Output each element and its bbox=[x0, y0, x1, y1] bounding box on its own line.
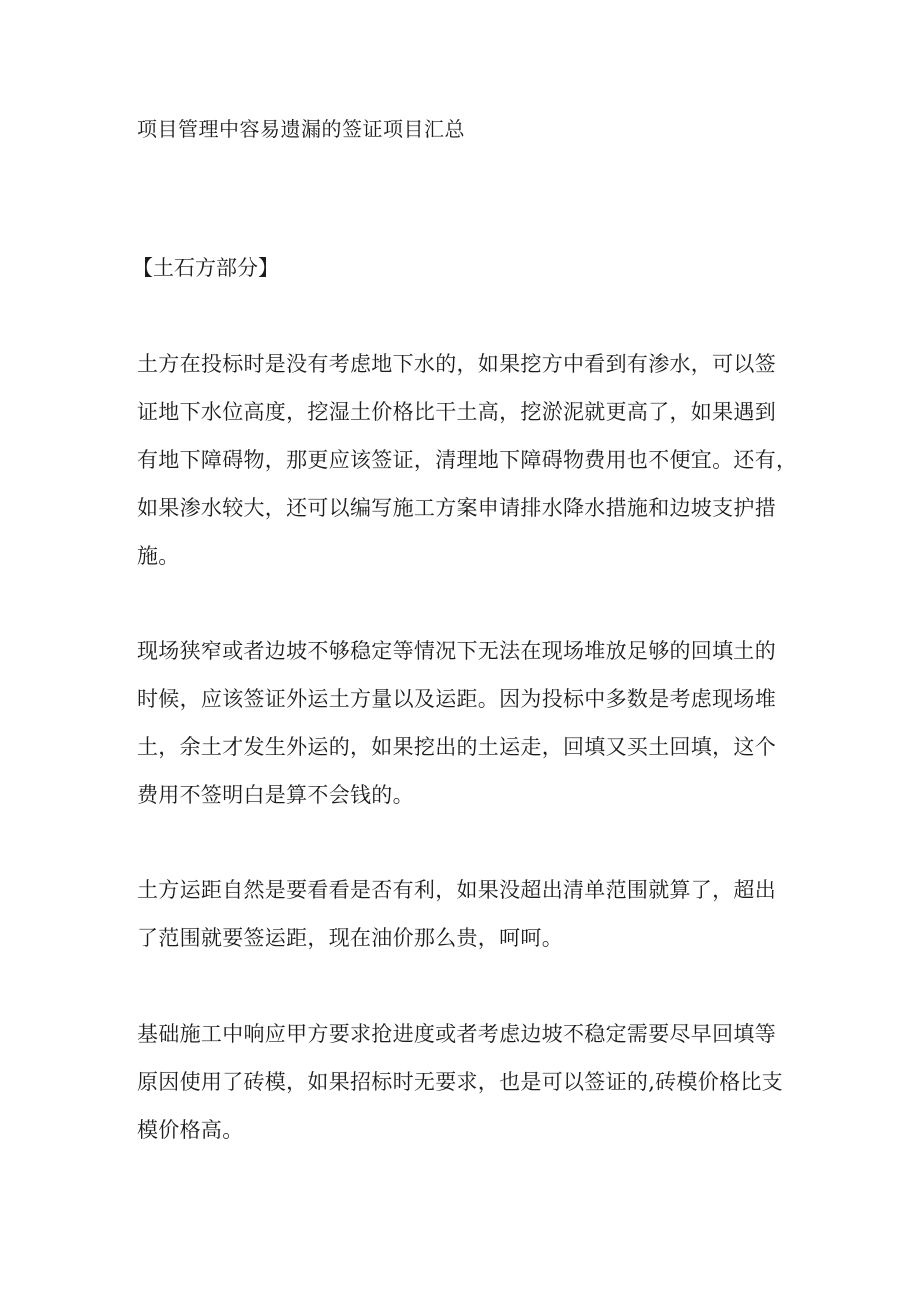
paragraph-line: 原因使用了砖模，如果招标时无要求，也是可以签证的,砖模价格比支 bbox=[137, 1070, 783, 1094]
paragraph-groundwater bbox=[137, 340, 797, 580]
paragraph-line: 了范围就要签运距，现在油价那么贵，呵呵。 bbox=[137, 926, 563, 950]
paragraph-line: 证地下水位高度，挖湿土价格比干土高，挖淤泥就更高了，如果遇到 bbox=[137, 400, 776, 424]
paragraph-line: 有地下障碍物，那更应该签证，清理地下障碍物费用也不便宜。还有， bbox=[137, 448, 798, 472]
paragraph-line: 如果渗水较大，还可以编写施工方案申请排水降水措施和边坡支护措 bbox=[137, 496, 776, 520]
paragraph-line: 土，余土才发生外运的，如果挖出的土运走，回填又买土回填，这个 bbox=[137, 735, 776, 759]
paragraph-soil-transport bbox=[137, 627, 797, 819]
section-heading: 【土石方部分】 bbox=[132, 256, 279, 280]
paragraph-line: 基础施工中响应甲方要求抢进度或者考虑边坡不稳定需要尽早回填等 bbox=[137, 1022, 776, 1046]
paragraph-brick-formwork bbox=[137, 1010, 797, 1154]
paragraph-haul-distance bbox=[137, 866, 797, 962]
document-title: 项目管理中容易遗漏的签证项目汇总 bbox=[137, 117, 465, 141]
paragraph-line: 土方在投标时是没有考虑地下水的，如果挖方中看到有渗水，可以签 bbox=[137, 352, 776, 376]
paragraph-line: 费用不签明白是算不会钱的。 bbox=[137, 783, 414, 807]
paragraph-line: 时候，应该签证外运土方量以及运距。因为投标中多数是考虑现场堆 bbox=[137, 687, 776, 711]
paragraph-line: 施。 bbox=[137, 544, 180, 568]
paragraph-line: 模价格高。 bbox=[137, 1118, 244, 1142]
paragraph-line: 土方运距自然是要看看是否有利，如果没超出清单范围就算了，超出 bbox=[137, 878, 776, 902]
paragraph-line: 现场狭窄或者边坡不够稳定等情况下无法在现场堆放足够的回填土的 bbox=[137, 639, 776, 663]
